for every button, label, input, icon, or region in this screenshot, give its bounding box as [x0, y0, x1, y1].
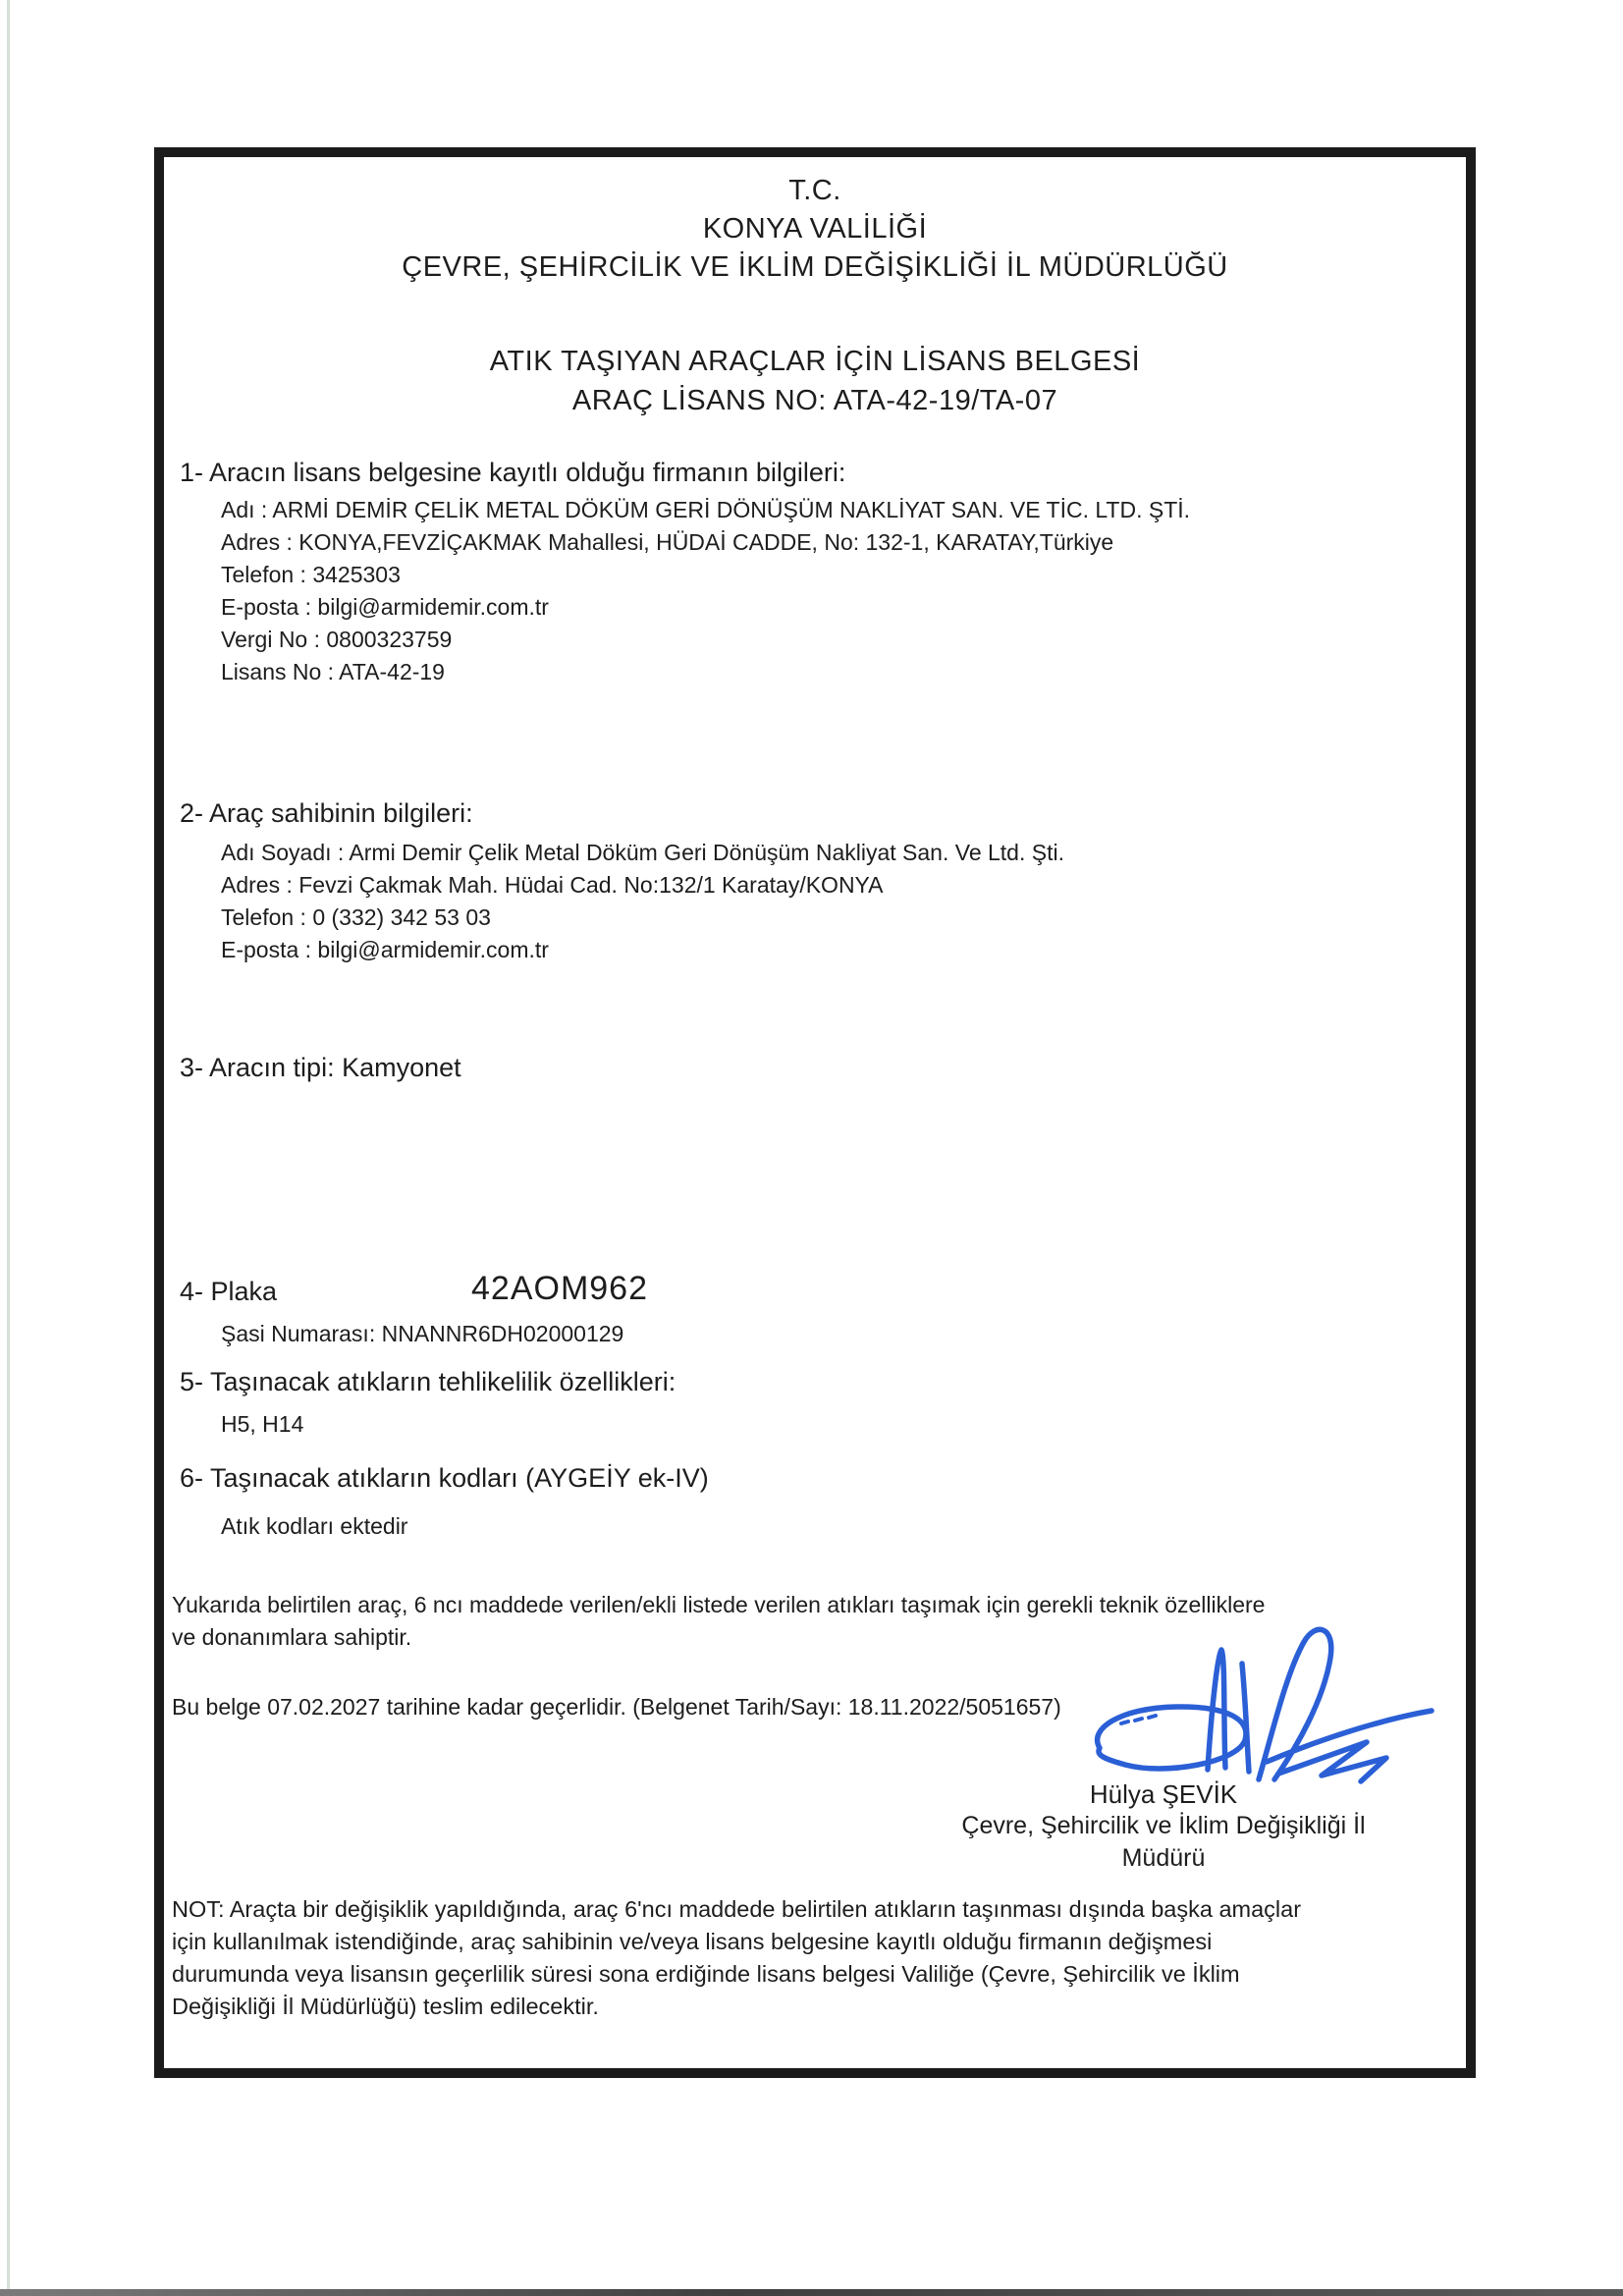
note-line1: NOT: Araçta bir değişiklik yapıldığında, araç 6'ncı maddede belirtilen atıkların taşınması dışında başka amaçlar [172, 1896, 1302, 1922]
section5-heading: 5- Taşınacak atıkların tehlikelilik özellikleri: [180, 1367, 676, 1396]
chassis-number: Şasi Numarası: NNANNR6DH02000129 [221, 1321, 624, 1346]
vehicle-license-no: ARAÇ LİSANS NO: ATA-42-19/TA-07 [571, 385, 1058, 416]
handwritten-signature [1070, 1613, 1443, 1799]
signatory-title-line2: Müdürü [1121, 1844, 1206, 1872]
company-phone: Telefon : 3425303 [221, 562, 401, 587]
company-name: Adı : ARMİ DEMİR ÇELİK METAL DÖKÜM GERİ DÖNÜŞÜM NAKLİYAT SAN. VE TİC. LTD. ŞTİ. [221, 497, 1191, 522]
validity-statement: Bu belge 07.02.2027 tarihine kadar geçerlidir. (Belgenet Tarih/Sayı: 18.11.2022/5051657) [172, 1694, 1061, 1720]
waste-codes-note: Atık kodları ektedir [221, 1513, 408, 1539]
note-line2: için kullanılmak istendiğinde, araç sahibinin ve/veya lisans belgesine kayıtlı olduğu firmanın değişmesi [172, 1929, 1213, 1954]
header-directorate: ÇEVRE, ŞEHİRCİLİK VE İKLİM DEĞİŞİKLİĞİ İL MÜDÜRLÜĞÜ [402, 251, 1228, 283]
owner-name: Adı Soyadı : Armi Demir Çelik Metal Döküm Geri Dönüşüm Nakliyat San. Ve Ltd. Şti. [221, 840, 1064, 865]
company-license-no: Lisans No : ATA-42-19 [221, 659, 445, 684]
signatory-title-line1: Çevre, Şehircilik ve İklim Değişikliği İl [961, 1812, 1366, 1839]
section1-details [221, 494, 1190, 688]
section3-heading: 3- Aracın tipi: Kamyonet [180, 1053, 461, 1082]
owner-address: Adres : Fevzi Çakmak Mah. Hüdai Cad. No:132/1 Karatay/KONYA [221, 872, 884, 898]
header-tc: T.C. [788, 175, 841, 206]
note-line4: Değişikliği İl Müdürlüğü) teslim edilecektir. [172, 1994, 599, 2019]
note-paragraph [172, 1893, 1301, 2023]
plate-number: 42AOM962 [471, 1270, 648, 1307]
scan-edge-left-artifact [7, 0, 10, 2296]
section2-details [221, 837, 1064, 966]
owner-phone: Telefon : 0 (332) 342 53 03 [221, 904, 491, 930]
signatory-name: Hülya ŞEVİK [1089, 1779, 1238, 1809]
company-email: E-posta : bilgi@armidemir.com.tr [221, 594, 549, 620]
technical-statement-line2: ve donanımlara sahiptir. [172, 1624, 412, 1650]
section6-heading: 6- Taşınacak atıkların kodları (AYGEİY ek-IV) [180, 1463, 709, 1493]
note-line3: durumunda veya lisansın geçerlilik süresi sona erdiğinde lisans belgesi Valiliğe (Çevre, Şehircilik ve İklim [172, 1961, 1240, 1987]
hazard-codes: H5, H14 [221, 1411, 304, 1437]
document-title: ATIK TAŞIYAN ARAÇLAR İÇİN LİSANS BELGESİ [489, 346, 1141, 377]
section2-heading: 2- Araç sahibinin bilgileri: [180, 798, 473, 828]
technical-statement-line1: Yukarıda belirtilen araç, 6 ncı maddede verilen/ekli listede verilen atıkları taşımak için gerekli teknik özelliklere [172, 1592, 1266, 1617]
scan-edge-bottom-artifact [0, 2289, 1623, 2296]
company-tax-no: Vergi No : 0800323759 [221, 627, 453, 652]
section4-label: 4- Plaka [180, 1277, 278, 1306]
section1-heading: 1- Aracın lisans belgesine kayıtlı olduğu firmanın bilgileri: [180, 458, 846, 487]
company-address: Adres : KONYA,FEVZİÇAKMAK Mahallesi, HÜDAİ CADDE, No: 132-1, KARATAY,Türkiye [221, 529, 1114, 555]
owner-email: E-posta : bilgi@armidemir.com.tr [221, 937, 549, 962]
header-governorship: KONYA VALİLİĞİ [702, 213, 928, 245]
